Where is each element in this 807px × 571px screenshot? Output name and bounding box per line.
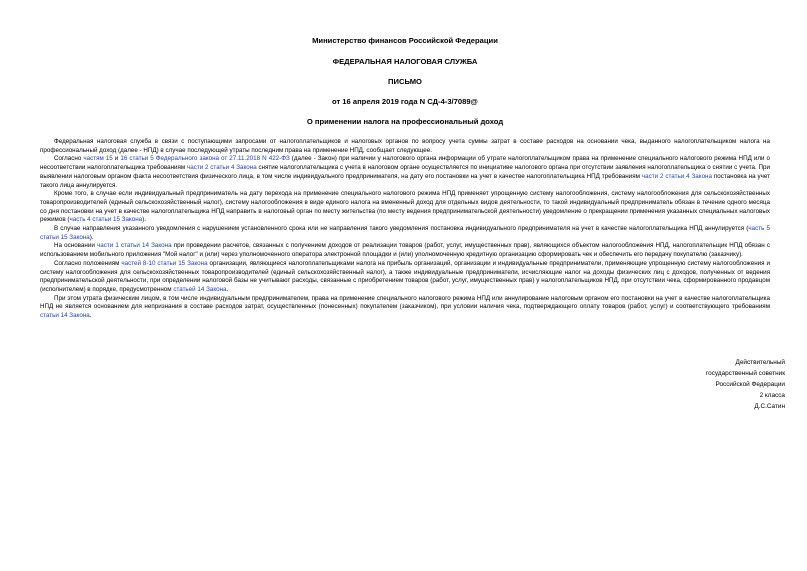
paragraph-text: В случае направления указанного уведомления с нарушением установленного срока или не направления такого уведомления постановка индивидуального предпринимателя на учет в качестве налогоплательщика НПД аннулируется (	[54, 225, 749, 233]
body-paragraph	[40, 190, 770, 225]
paragraph-text: Кроме того, в случае если индивидуальный предприниматель на дату перехода на применение специального налогового режима НПД применяет упрощенную систему налогообложения, систему налогообложения для сельскохозяйственных товаропроизводителей (единый сельскохозяйственный налог), систему налогообложения в виде единого налога на вмененный доход для отдельных видов деятельности, то такой индивидуальный предприниматель обязан в течение одного месяца со дня постановки на учет в качестве налогоплательщика НПД направить в налоговый орган по месту жительства (по месту ведения предпринимательской деятельности) уведомление о прекращении применения указанных специальных налоговых режимов (	[40, 190, 770, 224]
paragraph-text: На основании	[54, 242, 97, 250]
paragraph-text: снятие налогоплательщика с учета в налоговом органе осуществляется по инициативе налогового органа при отсутствии заявления налогоплательщика о снятии с учета. При выявлении налоговым органом факта несоответствия физического лица, в том числе индивидуального предпринимателя, на дату его постановки на учет в качестве налогоплательщика НПД требованиям	[40, 164, 770, 180]
signatory-name: Д.С.Сатин	[754, 403, 785, 410]
paragraph-text: Федеральная налоговая служба в связи с поступающими запросами от налогоплательщиков и налоговых органов по вопросу учета суммы затрат в составе расходов на основании чека, выданного налогоплательщиком налога на профессиональный доход (далее - НПД) в случае последующей утраты последним права на применение НПД, сообщает следующее.	[40, 138, 770, 154]
ministry-title: Министерство финансов Российской Федерации	[312, 36, 498, 45]
document-subject: О применении налога на профессиональный доход	[306, 117, 504, 126]
paragraph-text: при проведении расчетов, связанных с получением доходов от реализации товаров (работ, услуг, имущественных прав), являющихся объектом налогообложения НПД, налогоплательщик НПД обязан с использованием мобильного приложения "Мой налог" и (или) через уполномоченного оператора электронной площадки и (или) уполномоченную кредитную организацию сформировать чек и обеспечить его передачу покупателю (заказчику).	[40, 242, 770, 259]
law-reference-link[interactable]: статьи 14 Закона	[40, 312, 90, 320]
paragraph-text: ).	[142, 216, 146, 224]
service-title: ФЕДЕРАЛЬНАЯ НАЛОГОВАЯ СЛУЖБА	[332, 57, 478, 66]
law-reference-link[interactable]: 16 статьи 5	[120, 155, 154, 163]
signatory-title-line: 2 класса	[759, 392, 785, 399]
document-body	[40, 138, 770, 321]
paragraph-text: организации, являющиеся налогоплательщиками налога на прибыль организаций, организации и индивидуальные предприниматели, применяющие упрощенную систему налогообложения и систему налогообложения для сельскохозяйственных товаропроизводителей (единый сельскохозяйственный налог), а также индивидуальные предприниматели, исчисляющие налог на доходы физических лиц с доходов, полученных от ведения предпринимательской деятельности, при определении налоговой базы не учитывают расходы, связанные с приобретением товаров (работ, услуг, имущественных прав) у налогоплательщиков НПД, при отсутствии чека, сформированного продавцом (исполнителем) в порядке, предусмотренном	[40, 259, 770, 293]
paragraph-text: ).	[89, 233, 94, 241]
paragraph-text: и	[112, 155, 121, 163]
body-paragraph	[40, 260, 770, 295]
law-reference-link[interactable]: частей 8-10 статьи 15 Закона	[121, 259, 208, 267]
paragraph-text: Согласно	[54, 155, 84, 163]
paragraph-text: (далее - Закон) при наличии у налогового органа информации об утрате налогоплательщиком права на применение специального налогового режима НПД или о несоответствии налогоплательщика требованиям	[40, 155, 770, 172]
body-paragraph	[40, 138, 770, 155]
document-page	[40, 36, 770, 321]
signatory-title-line: Российской Федерации	[715, 381, 785, 388]
signature-block	[706, 357, 785, 412]
body-paragraph	[40, 155, 770, 190]
law-reference-link[interactable]: части 1 статьи 14 Закона	[96, 242, 172, 250]
paragraph-text: .	[89, 312, 92, 320]
law-reference-link[interactable]: частям 15	[83, 155, 113, 163]
body-paragraph	[40, 242, 770, 259]
body-paragraph	[40, 225, 770, 242]
body-paragraph	[40, 295, 770, 321]
law-reference-link[interactable]: части 2 статьи 4 Закона	[187, 164, 257, 172]
signatory-title-line: Действительный	[735, 359, 785, 366]
paragraph-text: При этом утрата физическим лицом, в том числе индивидуальным предпринимателем, права на применение специального налогового режима НПД или аннулирование налоговым органом его постановки на учет в качестве налогоплательщика НПД не является основанием для непризнания в составе расходов затрат, осуществленных (понесенных) покупателем (заказчиком), при условии наличия чека, подтверждающего оплату товаров (работ, услуг) и соответствующего требованиям	[40, 294, 770, 311]
law-reference-link[interactable]: часть 4 статьи 15 Закона	[69, 216, 143, 224]
paragraph-text: постановка на учет такого лица аннулируется.	[40, 172, 771, 189]
law-reference-link[interactable]: Федерального закона от 27.11.2018 N 422-ФЗ	[155, 155, 290, 163]
paragraph-text: .	[226, 285, 229, 293]
paragraph-text: Согласно положениям	[54, 259, 122, 267]
signatory-title-line: государственный советник	[705, 370, 785, 377]
law-reference-link[interactable]: части 2 статьи 4 Закона	[641, 172, 712, 180]
document-type: ПИСЬМО	[388, 77, 422, 86]
law-reference-link[interactable]: статьей 14 Закона	[173, 285, 227, 293]
document-date-number: от 16 апреля 2019 года N СД-4-3/7089@	[332, 97, 478, 106]
law-reference-link[interactable]: часть 5 статьи 15 Закона	[40, 225, 770, 241]
